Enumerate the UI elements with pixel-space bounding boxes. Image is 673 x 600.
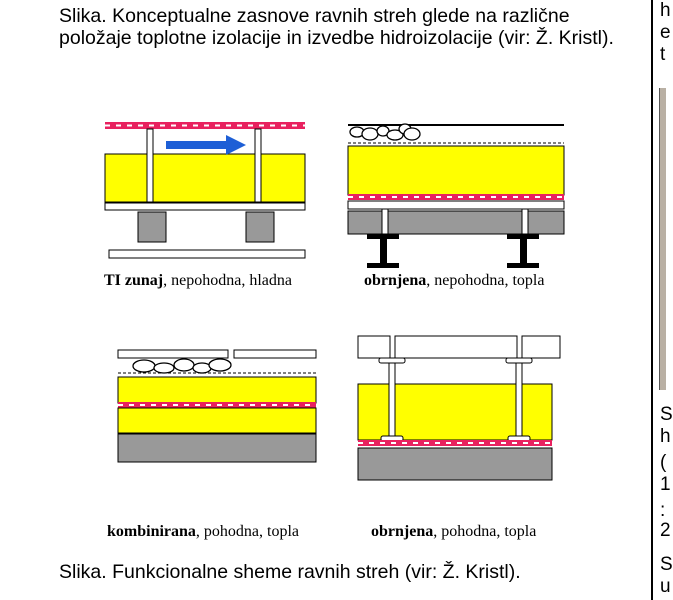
insulation-layer [118, 377, 316, 403]
diagram-label: obrnjena, pohodna, topla [371, 523, 537, 540]
figure-caption-bottom: Slika. Funkcionalne sheme ravnih streh (vir: Ž. Kristl). [59, 561, 521, 583]
membrane-layer [358, 440, 552, 446]
diagram-obrnjena-nepohodna [342, 118, 568, 270]
text-fragment: ( [660, 452, 667, 473]
text-fragment: S [660, 404, 673, 425]
insulation-layer [105, 154, 305, 202]
text-fragment: t [660, 44, 666, 65]
column-divider [651, 0, 653, 600]
support-post [147, 129, 153, 202]
airflow-arrow [166, 141, 226, 149]
steel-i-beam [507, 234, 539, 268]
text-fragment: h [660, 426, 671, 447]
gravel-layer [350, 124, 420, 140]
paving-slab [358, 336, 390, 358]
diagram-ti-zunaj [100, 118, 312, 266]
concrete-beam [138, 212, 166, 242]
diagram-label: obrnjena, nepohodna, topla [364, 272, 545, 289]
concrete-beam [246, 212, 274, 242]
paving-slab [118, 350, 228, 358]
gravel-layer [133, 359, 231, 373]
support-post [255, 129, 261, 202]
steel-i-beam [367, 234, 399, 268]
diagram-kombinirana [112, 346, 324, 466]
text-fragment: e [660, 22, 671, 43]
paving-slab [395, 336, 517, 358]
diagram-label: kombinirana, pohodna, topla [107, 523, 300, 540]
diagram-obrnjena-pohodna [352, 330, 564, 484]
insulation-layer [348, 146, 564, 195]
text-fragment: u [660, 576, 671, 597]
diagram-label: TI zunaj, nepohodna, hladna [104, 272, 292, 289]
insulation-layer [118, 408, 316, 433]
text-fragment: 1 [660, 474, 671, 495]
concrete-layer [118, 434, 316, 462]
concrete-layer [348, 211, 564, 234]
insulation-layer [358, 384, 552, 440]
paving-slab [522, 336, 560, 358]
text-fragment: 2 [660, 520, 671, 541]
slab-layer [105, 203, 305, 210]
paving-slab [234, 350, 316, 358]
membrane-layer [348, 194, 564, 200]
text-fragment: S [660, 554, 673, 575]
slab-layer [348, 201, 564, 209]
concrete-layer [358, 448, 552, 480]
figure-caption-top: Slika. Konceptualne zasnove ravnih streh glede na različne položaje toplotne izolacije in izvedbe hidroizolacije (vir: Ž. Kristl). [59, 5, 614, 49]
ceiling-layer [109, 250, 305, 258]
text-fragment: h [660, 0, 671, 21]
photo-thumbnail [660, 88, 666, 390]
text-fragment: : [660, 500, 666, 521]
